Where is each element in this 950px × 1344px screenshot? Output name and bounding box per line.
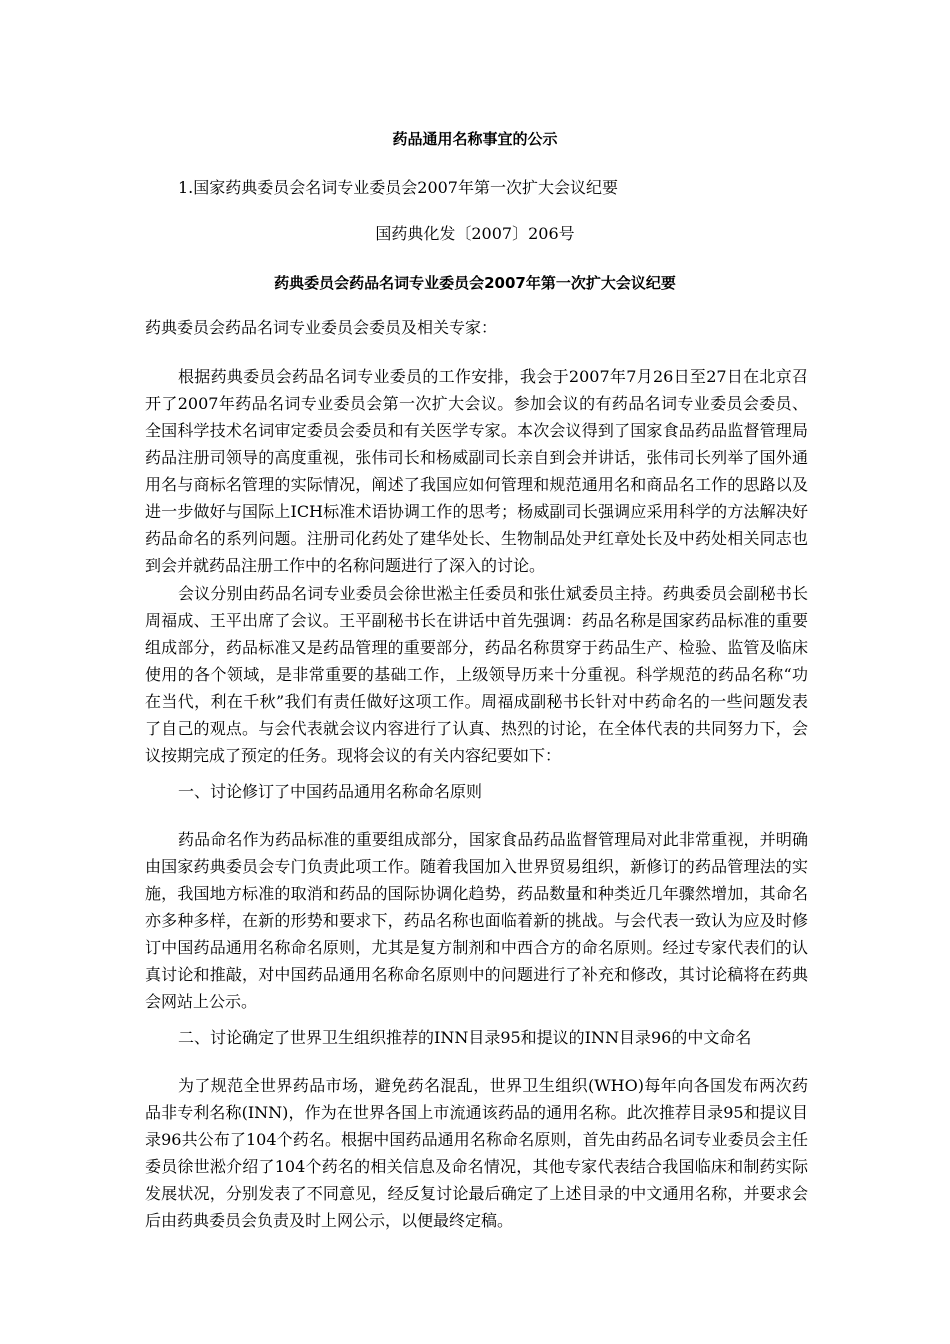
section-1-heading: 一、讨论修订了中国药品通用名称命名原则 bbox=[178, 782, 483, 801]
paragraph-3: 药品命名作为药品标准的重要组成部分，国家食品药品监督管理局对此非常重视，并明确由国家药典委员会专门负责此项工作。随着我国加入世界贸易组织，新修订的药品管理法的实施，我国地方标准的取消和药品的国际协调化趋势，药品数量和种类近几年骤然增加，其命名亦多种多样，在新的形势和要求下，药品名称也面临着新的挑战。与会代表一致认为应及时修订中国药品通用名称命名原则，尤其是复方制剂和中西合方的命名原则。经过专家代表们的认真讨论和推敲，对中国药品通用名称命名原则中的问题进行了补充和修改，其讨论稿将在药典会网站上公示。 bbox=[145, 830, 808, 1011]
document-title: 药品通用名称事宜的公示 bbox=[392, 130, 558, 148]
salutation: 药典委员会药品名词专业委员会委员及相关专家： bbox=[145, 318, 498, 337]
section-2-heading: 二、讨论确定了世界卫生组织推荐的INN目录95和提议的INN目录96的中文命名 bbox=[178, 1028, 752, 1047]
paragraph-4: 为了规范全世界药品市场，避免药名混乱，世界卫生组织(WHO)每年向各国发布两次药品非专利名称(INN)，作为在世界各国上市流通该药品的通用名称。此次推荐目录95和提议目录96共公布了104个药名。根据中国药品通用名称命名原则，首先由药品名词专业委员会主任委员徐世淞介绍了104个药名的相关信息及命名情况，其他专家代表结合我国临床和制药实际发展状况，分别发表了不同意见，经反复讨论最后确定了上述目录的中文通用名称，并要求会后由药典委员会负责及时上网公示，以便最终定稿。 bbox=[145, 1076, 808, 1230]
paragraph-1: 根据药典委员会药品名词专业委员的工作安排，我会于2007年7月26日至27日在北京召开了2007年药品名词专业委员会第一次扩大会议。参加会议的有药品名词专业委员会委员、全国科学技术名词审定委员会委员和有关医学专家。本次会议得到了国家食品药品监督管理局药品注册司领导的高度重视，张伟司长和杨威副司长亲自到会并讲话，张伟司长列举了国外通用名与商标名管理的实际情况，阐述了我国应如何管理和规范通用名和商品名工作的思路以及进一步做好与国际上ICH标准术语协调工作的思考；杨威副司长强调应采用科学的方法解决好药品命名的系列问题。注册司化药处了建华处长、生物制品处尹红章处长及中药处相关同志也到会并就药品注册工作中的名称问题进行了深入的讨论。 bbox=[145, 367, 808, 575]
document-number: 国药典化发〔2007〕206号 bbox=[375, 224, 575, 243]
paragraph-2: 会议分别由药品名词专业委员会徐世淞主任委员和张仕斌委员主持。药典委员会副秘书长周福成、王平出席了会议。王平副秘书长在讲话中首先强调：药品名称是国家药品标准的重要组成部分，药品标准又是药品管理的重要部分，药品名称贯穿于药品生产、检验、监管及临床使用的各个领域，是非常重要的基础工作，上级领导历来十分重视。科学规范的药品名称“功在当代，利在千秋”我们有责任做好这项工作。周福成副秘书长针对中药命名的一些问题发表了自己的观点。与会代表就会议内容进行了认真、热烈的讨论，在全体代表的共同努力下，会议按期完成了预定的任务。现将会议的有关内容纪要如下： bbox=[145, 584, 808, 765]
item-heading: 1.国家药典委员会名词专业委员会2007年第一次扩大会议纪要 bbox=[178, 178, 618, 197]
meeting-title: 药典委员会药品名词专业委员会2007年第一次扩大会议纪要 bbox=[274, 274, 676, 292]
